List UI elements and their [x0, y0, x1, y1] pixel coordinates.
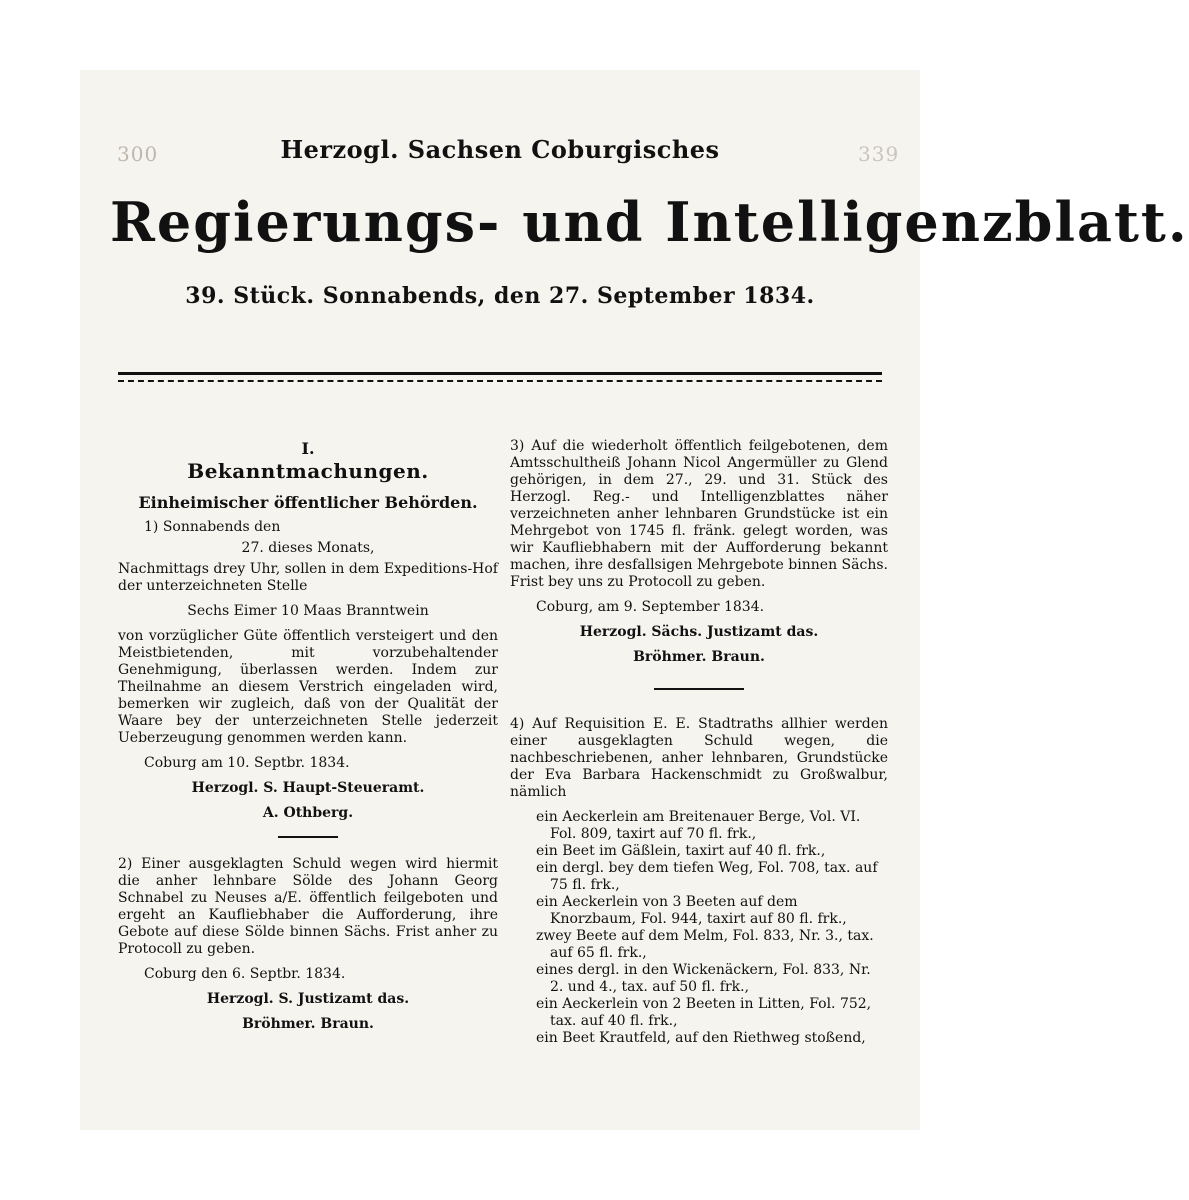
item2-office: Herzogl. S. Justizamt das. [206, 991, 410, 1007]
item1-highlight: Sechs Eimer 10 Maas Branntwein [187, 603, 429, 619]
section-number: I. [301, 439, 315, 458]
page-number-left: 300 [117, 142, 159, 166]
item1-line1: 1) Sonnabends den [144, 519, 281, 535]
section-title: Bekanntmachungen. [187, 459, 429, 483]
list-item: ein dergl. bey dem tiefen Weg, Fol. 708, tax. auf 75 fl. frk., [536, 860, 878, 893]
item3-place-date: Coburg, am 9. September 1834. [536, 599, 765, 615]
list-item: ein Aeckerlein von 3 Beeten auf dem Knorzbaum, Fol. 944, taxirt auf 80 fl. frk., [536, 894, 847, 927]
item2-place-date: Coburg den 6. Septbr. 1834. [144, 966, 346, 982]
list-item: ein Aeckerlein am Breitenauer Berge, Vol. VI. Fol. 809, taxirt auf 70 fl. frk., [536, 809, 861, 842]
item4-entries [510, 809, 888, 1047]
masthead-title: Regierungs- und Intelligenzblatt. [110, 190, 1189, 254]
item4-intro: 4) Auf Requisition E. E. Stadtraths allhier werden einer ausgeklagten Schuld wegen, die nachbeschriebenen, anher lehnbaren, Grundstücke der Eva Barbara Hackenschmidt zu Großwalbur, nämlich [510, 716, 888, 800]
item3-text: 3) Auf die wiederholt öffentlich feilgebotenen, dem Amtsschultheiß Johann Nicol Angermüller zu Glend gehörigen, in dem 27., 29. und 31. Stück des Herzogl. Reg.- und Intelligenzblattes näher verzeichneten anher lehnbaren Grundstücke ist ein Mehrgebot von 1745 fl. fränk. gelegt worden, was wir Kaufliebhabern mit der Aufforderung bekannt machen, ihre desfallsigen Mehrgebote binnen Sächs. Frist bey uns zu Protocoll zu geben. [510, 438, 888, 590]
subsection-title: Einheimischer öffentlicher Behörden. [138, 493, 478, 512]
header-rule-bottom [118, 380, 882, 382]
item2-text: 2) Einer ausgeklagten Schuld wegen wird hiermit die anher lehnbare Sölde des Johann Georg Schnabel zu Neuses a/E. öffentlich feilgeboten und ergeht an Kaufliebhaber die Aufforderung, ihre Gebote auf diese Sölde binnen Sächs. Frist anher zu Protocoll zu geben. [118, 856, 498, 957]
header-rule-top [118, 372, 882, 375]
item3-office: Herzogl. Sächs. Justizamt das. [579, 624, 819, 640]
page-number-right: 339 [858, 142, 900, 166]
list-item: zwey Beete auf dem Melm, Fol. 833, Nr. 3., tax. auf 65 fl. frk., [536, 928, 874, 961]
item1-line2: 27. dieses Monats, [241, 540, 375, 556]
item1-signature: A. Othberg. [262, 805, 354, 821]
list-item: ein Beet Krautfeld, auf den Riethweg stoßend, [536, 1030, 866, 1046]
item3-signature: Bröhmer. Braun. [633, 649, 765, 665]
masthead-top-line: Herzogl. Sachsen Coburgisches [280, 135, 720, 164]
item1-place-date: Coburg am 10. Septbr. 1834. [144, 755, 350, 771]
item1-office: Herzogl. S. Haupt-Steueramt. [191, 780, 425, 796]
item2-signature: Bröhmer. Braun. [242, 1016, 374, 1032]
list-item: ein Beet im Gäßlein, taxirt auf 40 fl. frk., [536, 843, 826, 859]
issue-line: 39. Stück. Sonnabends, den 27. September 1834. [185, 283, 815, 309]
list-item: ein Aeckerlein von 2 Beeten in Litten, Fol. 752, tax. auf 40 fl. frk., [536, 996, 872, 1029]
list-item: eines dergl. in den Wickenäckern, Fol. 833, Nr. 2. und 4., tax. auf 50 fl. frk., [536, 962, 871, 995]
item1-text-a: Nachmittags drey Uhr, sollen in dem Expeditions-Hof der unterzeichneten Stelle [118, 561, 498, 594]
item1-text-b: von vorzüglicher Güte öffentlich versteigert und den Meistbietenden, mit vorzubehaltender Genehmigung, überlassen werden. Indem zur Theilnahme an diesem Verstrich eingeladen wird, bemerken wir zugleich, daß von der Qualität der Waare bey der unterzeichneten Stelle jederzeit Ueberzeugung genommen werden kann. [118, 628, 498, 746]
section-divider-right [654, 688, 744, 690]
left-column [118, 400, 498, 1033]
section-divider [278, 836, 338, 838]
right-column [510, 400, 888, 1047]
